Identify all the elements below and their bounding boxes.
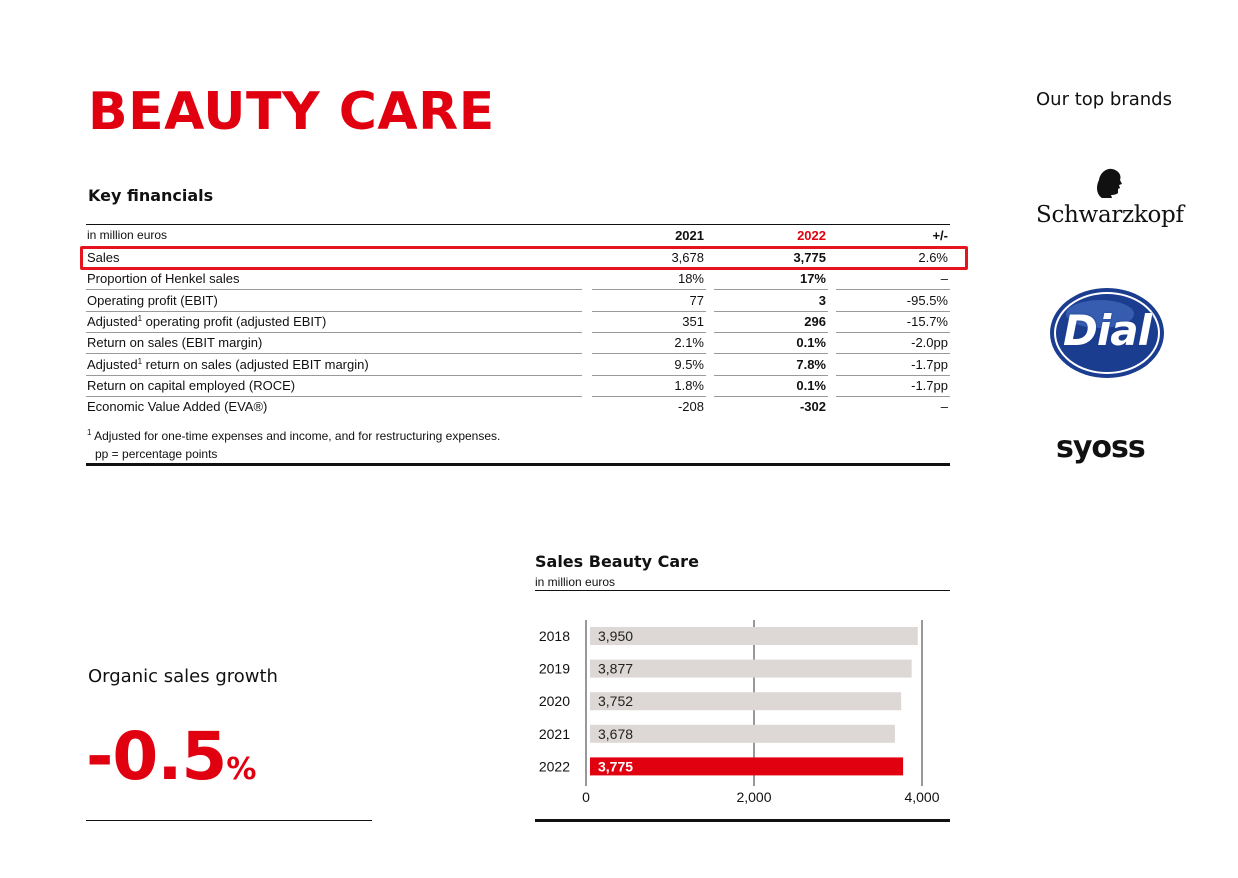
chart-title: Sales Beauty Care (535, 552, 699, 571)
chart-subtitle: in million euros (535, 575, 616, 589)
row-label: Operating profit (EBIT) (87, 292, 218, 308)
value-change: -15.7% (906, 313, 948, 329)
x-tick-label: 2,000 (736, 789, 772, 805)
value-2021: 1.8% (674, 377, 704, 393)
row-label: Sales (87, 250, 120, 265)
dial-logo: Dial (1048, 286, 1166, 380)
value-2021: 77 (689, 292, 704, 308)
syoss-logo: syoss (1056, 430, 1145, 465)
x-tick-label: 0 (582, 789, 590, 805)
category-label: 2022 (538, 758, 570, 775)
row-label: Proportion of Henkel sales (87, 271, 240, 287)
table-row (86, 375, 950, 396)
bar-value-label: 3,752 (598, 693, 634, 710)
x-tick-label: 4,000 (904, 789, 940, 805)
bar-value-label: 3,678 (598, 725, 634, 742)
value-change: -2.0pp (911, 335, 948, 351)
row-label: Adjusted$^1$ operating profit (adjusted EBIT) (87, 313, 327, 329)
row-label: Return on capital employed (ROCE) (87, 377, 296, 393)
bar-2022 (590, 757, 903, 775)
table-row (86, 354, 950, 375)
value-2021: 2.1% (674, 335, 704, 351)
bar-2019 (590, 660, 912, 678)
table-row (86, 290, 950, 311)
value-change: -1.7pp (911, 356, 948, 372)
value-2022: 0.1% (796, 377, 826, 393)
row-label: Return on sales (EBIT margin) (87, 335, 263, 351)
chart-top-rule (535, 590, 950, 591)
col-header-change: +/- (932, 228, 948, 243)
sales-bar-chart (520, 600, 960, 815)
bar-2021 (590, 725, 895, 743)
col-header-2021: 2021 (675, 228, 704, 243)
value-change: 2.6% (918, 250, 948, 265)
value-2021: 3,678 (671, 250, 704, 265)
sales-row-highlight (80, 246, 968, 270)
category-label: 2018 (538, 628, 570, 644)
bar-2020 (590, 692, 901, 710)
value-change: -95.5% (906, 292, 948, 308)
value-2022: 17% (799, 271, 826, 287)
value-change: – (940, 399, 948, 415)
table-row (86, 268, 950, 289)
bar-2018 (590, 627, 918, 645)
row-label: Adjusted$^1$ return on sales (adjusted EBIT margin) (87, 356, 369, 372)
page-title: BEAUTY CARE (88, 82, 495, 142)
category-label: 2020 (538, 693, 570, 710)
row-label: Economic Value Added (EVA®) (87, 399, 268, 415)
category-label: 2019 (538, 660, 570, 677)
schwarzkopf-logo: Schwarzkopf (1036, 166, 1182, 228)
table-header-row (86, 225, 950, 246)
value-2022: -302 (799, 399, 826, 415)
chart-bottom-rule (535, 819, 950, 822)
brands-heading: Our top brands (1036, 89, 1172, 110)
organic-growth-rule (86, 820, 372, 821)
value-2022: 3 (818, 292, 826, 308)
bar-value-label: 3,877 (598, 660, 634, 677)
value-2022: 3,775 (793, 250, 826, 265)
value-2021: -208 (677, 399, 704, 415)
value-2022: 7.8% (796, 356, 826, 372)
value-change: – (940, 271, 948, 287)
value-2022: 296 (804, 313, 826, 329)
value-2021: 9.5% (674, 356, 704, 372)
key-financials-heading: Key financials (88, 186, 214, 205)
organic-growth-heading: Organic sales growth (88, 666, 278, 687)
value-2021: 18% (677, 271, 704, 287)
table-bottom-rule (86, 463, 950, 466)
table-row (86, 332, 950, 353)
unit-label: in million euros (87, 228, 168, 242)
value-2021: 351 (682, 313, 704, 329)
table-row (86, 311, 950, 332)
col-header-2022: 2022 (797, 228, 826, 243)
category-label: 2021 (538, 725, 570, 742)
schwarzkopf-head-icon (1036, 166, 1182, 200)
table-row (86, 396, 950, 417)
bar-value-label: 3,950 (598, 628, 634, 644)
bar-value-label: 3,775 (598, 758, 634, 775)
value-change: -1.7pp (911, 377, 948, 393)
organic-growth-value: -0.5% (86, 718, 257, 795)
value-2022: 0.1% (796, 335, 826, 351)
table-footnote: $^1$ Adjusted for one-time expenses and income, and for restructuring expenses. pp = percentage points (87, 428, 501, 461)
